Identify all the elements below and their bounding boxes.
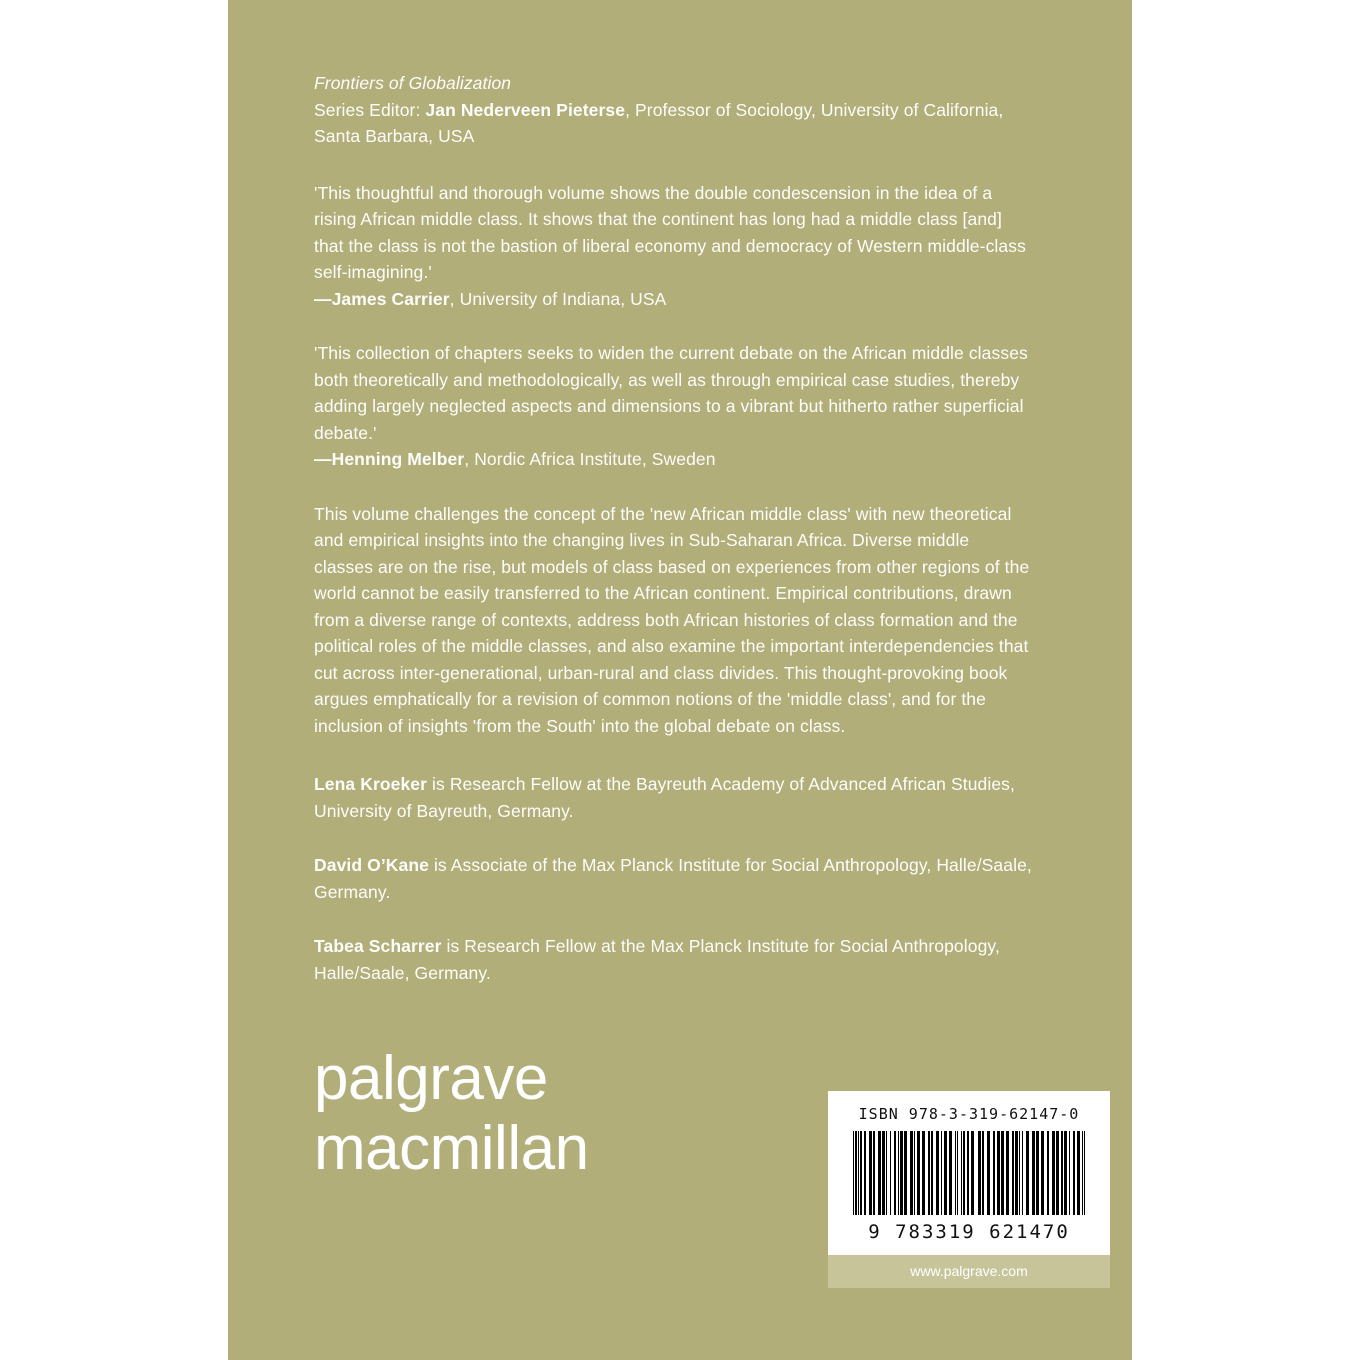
endorsement-attribution-rest: , University of Indiana, USA (449, 288, 667, 309)
editor-bio-2 (314, 852, 1032, 905)
series-editor-affiliation: , Professor of Sociology, University of California, Santa Barbara, USA (314, 99, 1004, 146)
endorsement-quote: 'This thoughtful and thorough volume shows the double condescension in the idea of a rising African middle class. It shows that the continent has long had a middle class [and] that the class is not the bastion of liberal economy and democracy of Western middle-class self-imagining.' (314, 182, 1026, 282)
editor-bio-text: is Research Fellow at the Max Planck Institute for Social Anthropology, Halle/Saale, Germany. (314, 936, 1000, 983)
cover-panel (228, 0, 1132, 1360)
isbn-label: ISBN 978-3-319-62147-0 (858, 1105, 1080, 1123)
series-editor-name: Jan Nederveen Pieterse (425, 99, 626, 120)
editor-bio-1 (314, 771, 1032, 824)
editor-name: David O’Kane (314, 855, 429, 875)
endorsement-attribution-name: —Henning Melber (314, 449, 465, 469)
publisher-logo (314, 1044, 589, 1183)
series-editor-label: Series Editor: (314, 99, 426, 120)
editor-bio-3 (314, 933, 1032, 986)
cover-text-content (314, 70, 1032, 1014)
editor-name: Tabea Scharrer (314, 936, 442, 956)
series-title: Frontiers of Globalization (314, 73, 512, 93)
editor-bio-text: is Research Fellow at the Bayreuth Academy of Advanced African Studies, University of Bayreuth, Germany. (314, 774, 1015, 821)
book-description: This volume challenges the concept of the 'new African middle class' with new theoretical and empirical insights into the changing lives in Sub-Saharan Africa. Diverse middle classes are on the rise, but models of class based on experiences from other regions of the world cannot be easily transferred to the African continent. Empirical contributions, drawn from a diverse range of contexts, address both African histories of class formation and the political roles of the middle classes, and also examine the important interdependencies that cut across inter-generational, urban-rural and class divides. This thought-provoking book argues emphatically for a revision of common notions of the 'middle class', and for the inclusion of insights 'from the South' into the global debate on class. (314, 503, 1030, 736)
endorsement-attribution-rest: , Nordic Africa Institute, Sweden (464, 449, 716, 469)
publisher-url: www.palgrave.com (828, 1255, 1110, 1288)
barcode-image (852, 1131, 1086, 1215)
endorsement-attribution-name: —James Carrier (314, 288, 450, 309)
endorsement-1 (314, 180, 1032, 313)
publisher-logo-line1: palgrave (314, 1044, 548, 1113)
editor-name: Lena Kroeker (314, 774, 428, 794)
endorsement-2 (314, 340, 1032, 473)
isbn-digits: 9 783319 621470 (868, 1221, 1070, 1243)
isbn-block (828, 1091, 1110, 1288)
editor-bio-text: is Associate of the Max Planck Institute for Social Anthropology, Halle/Saale, Germany. (314, 855, 1032, 902)
series-info (314, 70, 1032, 150)
publisher-logo-line2: macmillan (314, 1114, 589, 1183)
isbn-white-panel (828, 1091, 1110, 1255)
endorsement-quote: 'This collection of chapters seeks to widen the current debate on the African middle classes both theoretically and methodologically, as well as through empirical case studies, thereby adding largely neglected aspects and dimensions to a vibrant but hitherto rather superficial debate.' (314, 343, 1028, 443)
